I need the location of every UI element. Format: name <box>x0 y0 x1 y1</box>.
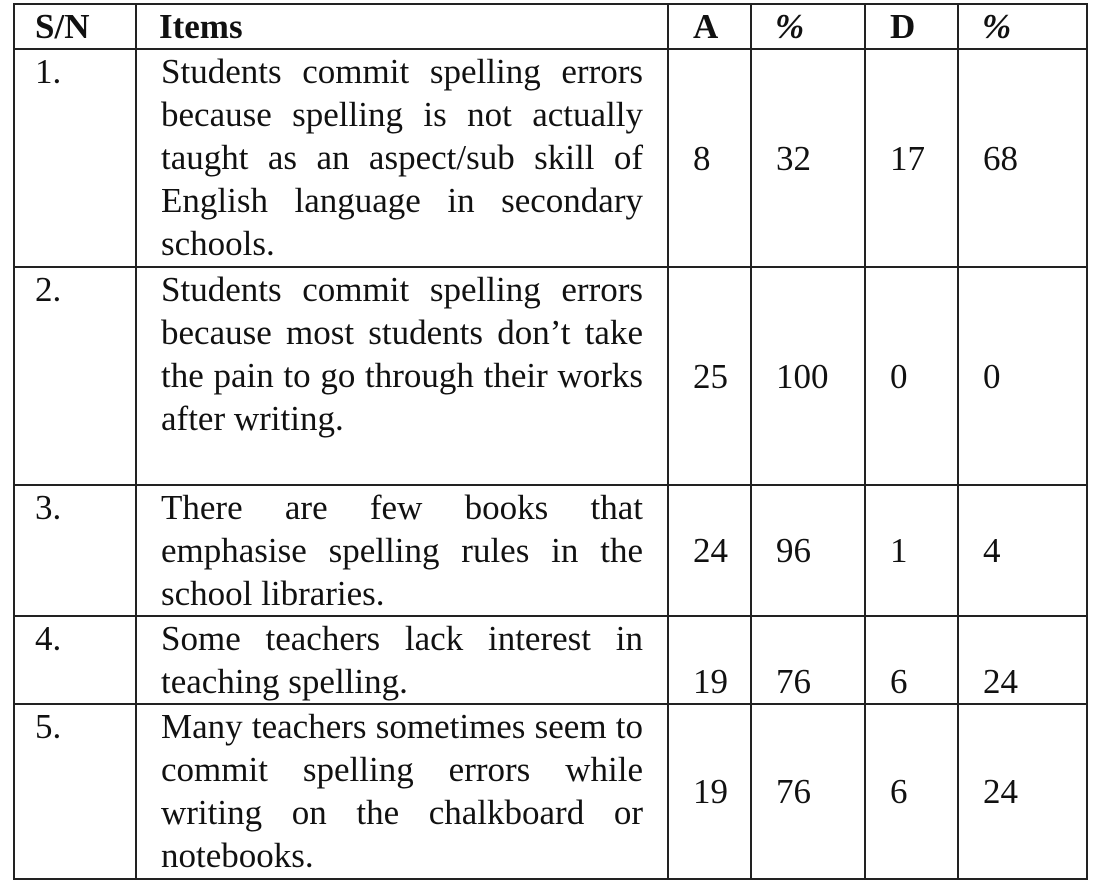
row-item-text: There are few books that emphasise spelling rules in the school libraries. <box>136 485 668 616</box>
header-agree: A <box>668 4 751 49</box>
row-sn: 3. <box>14 485 136 616</box>
row-item-text: Some teachers lack interest in teaching spelling. <box>136 616 668 704</box>
table-row <box>14 485 1087 616</box>
header-items: Items <box>136 4 668 49</box>
row-disagree-count: 0 <box>865 267 958 485</box>
header-agree-percent: % <box>751 4 865 49</box>
row-disagree-count: 1 <box>865 485 958 616</box>
row-sn: 2. <box>14 267 136 485</box>
row-disagree-percent: 0 <box>958 267 1087 485</box>
row-disagree-percent: 24 <box>958 704 1087 879</box>
row-agree-count: 24 <box>668 485 751 616</box>
row-agree-percent: 96 <box>751 485 865 616</box>
row-agree-percent: 76 <box>751 704 865 879</box>
survey-table-container <box>13 3 1086 879</box>
row-item-text: Many teachers sometimes seem to commit spelling errors while writing on the chalkboard or notebooks. <box>136 704 668 879</box>
table-row <box>14 267 1087 485</box>
table-row <box>14 616 1087 704</box>
survey-response-table <box>13 3 1088 880</box>
table-row <box>14 704 1087 879</box>
row-agree-count: 19 <box>668 704 751 879</box>
row-disagree-percent: 68 <box>958 49 1087 267</box>
row-item-text: Students commit spelling errors because most students don’t take the pain to go through their works after writing. <box>136 267 668 485</box>
row-agree-percent: 100 <box>751 267 865 485</box>
row-agree-percent: 76 <box>751 616 865 704</box>
row-disagree-count: 17 <box>865 49 958 267</box>
table-row <box>14 49 1087 267</box>
row-disagree-percent: 4 <box>958 485 1087 616</box>
header-disagree-percent: % <box>958 4 1087 49</box>
row-agree-count: 19 <box>668 616 751 704</box>
row-disagree-count: 6 <box>865 616 958 704</box>
header-disagree: D <box>865 4 958 49</box>
row-agree-percent: 32 <box>751 49 865 267</box>
row-disagree-percent: 24 <box>958 616 1087 704</box>
row-sn: 4. <box>14 616 136 704</box>
table-header-row <box>14 4 1087 49</box>
row-sn: 1. <box>14 49 136 267</box>
row-agree-count: 25 <box>668 267 751 485</box>
row-agree-count: 8 <box>668 49 751 267</box>
header-sn: S/N <box>14 4 136 49</box>
row-item-text: Students commit spelling errors because spelling is not actually taught as an aspect/sub skill of English language in secondary schools. <box>136 49 668 267</box>
row-sn: 5. <box>14 704 136 879</box>
row-disagree-count: 6 <box>865 704 958 879</box>
